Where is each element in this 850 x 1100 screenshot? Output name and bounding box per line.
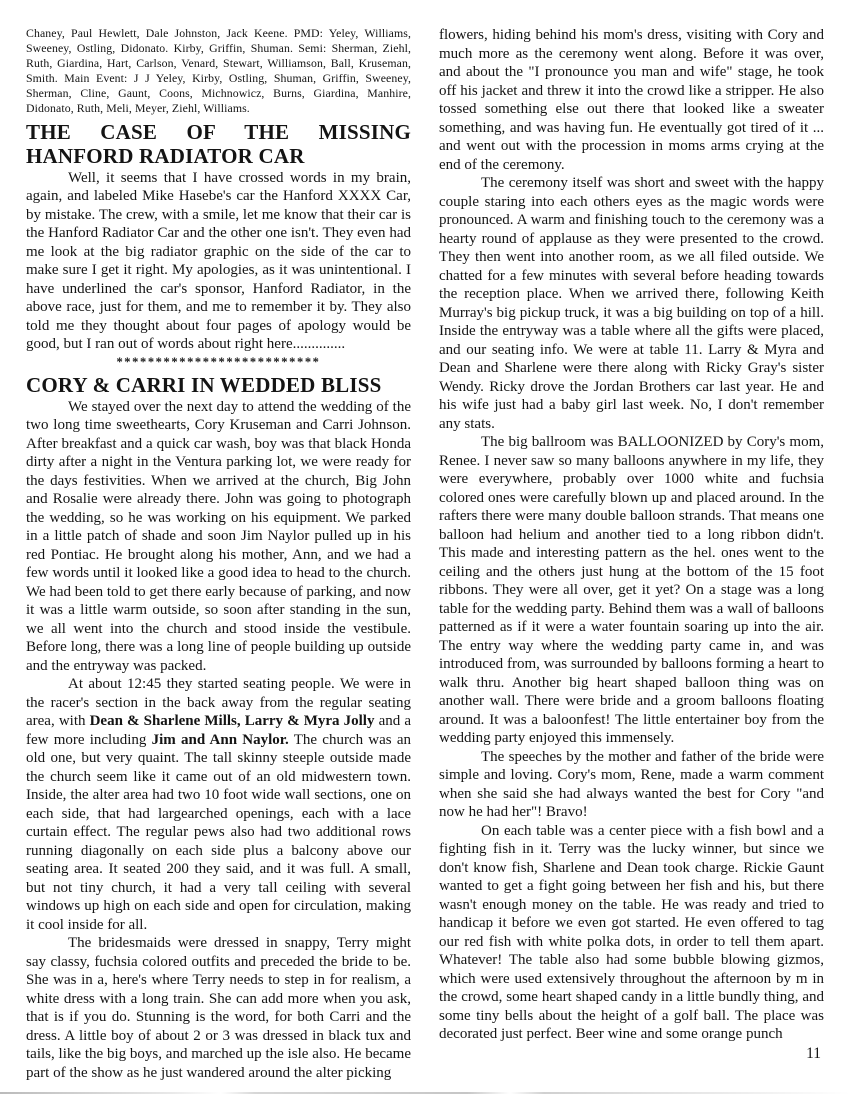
- scan-artifact-line: [0, 1092, 850, 1094]
- asterisk-separator: **************************: [116, 354, 321, 369]
- wedding-arrival-paragraph: We stayed over the next day to attend the wedding of the two long time sweethearts, Cory Kruseman and Carri Johnson. After breakfast and a quick car wash, boy was that black Honda dirty after a night in the Ventura parking lot, we were ready for the days festivities. When we arrived at the church, Big John and Rosalie were already there. John was going to photograph the wedding, so he was working on his equipment. We parked in a little patch of shade and soon Jim Naylor pulled up in his red Pontiac. He brought along his mother, Ann, and we had a few words until it looked like a good idea to head to the church. We had been told to get there early because of parking, and now it was a little warm outside, so soon after standing in the sun, we all went into the church and stood inside the vestibule. Before long, there was a long line of people building up outside and the entryway was packed.: [26, 398, 411, 674]
- speeches-paragraph: The speeches by the mother and father of the bride were simple and loving. Cory's mom, Rene, made a warm comment when she said she had always wanted the best for Cory "and now he had her"! Bravo!: [439, 748, 824, 820]
- ceremony-paragraph: The ceremony itself was short and sweet with the happy couple staring into each others eyes as the magic words were pronounced. A warm and finishing touch to the ceremony was a hearty round of applause as they were presented to the crowd. They then went into another room, as we all filed outside. We chatted for a few minutes with several before heading towards the reception place. When we arrived there, following Keith Murray's big pickup truck, it was a big building on top of a hill. Inside the entryway was a table where all the gifts were placed, and our seating info. We were at table 11. Larry & Myra and Dean and Sharlene were there along with Ricky Gray's sister Wendy. Ricky drove the Jordan Brothers car last year. He and his wife just had a baby girl last week. No, I don't remember any stats.: [439, 175, 824, 432]
- heading-missing-hanford-radiator-car: THE CASE OF THE MISSING HANFORD RADIATOR CAR: [26, 119, 411, 168]
- bold-names-mills-jolly: Dean & Sharlene Mills, Larry & Myra Jolly: [89, 713, 375, 730]
- seating-text-segment: The church was an old one, but very quaint. The tall skinny steeple outside made the church seem like it came out of an old midwestern town. Inside, the alter area had two 10 foot wide wall sections, one on each side, that had largearched openings, each with a lace curtain effect. The regular pews also had two additional rows running diagonally on each side plus a balcony above our seating area. It seated 200 they said, and it was full. A small, but not tiny church, it had a very tall ceiling with several windows up high on each side and open for circulation, making it cool inside for all.: [26, 731, 411, 933]
- seating-text-segment: and a few more including: [26, 713, 411, 748]
- two-column-layout: [26, 26, 824, 1082]
- seating-text-segment: At about 12:45 they started seating people. We were in the racer's section in the back away from the regular seating area, with: [26, 676, 411, 730]
- right-column: [439, 26, 824, 1082]
- balloonized-ballroom-paragraph: The big ballroom was BALLOONIZED by Cory's mom, Renee. I never saw so many balloons anywhere in my life, they were everywhere, probably over 1000 white and fuchsia colored ones were carefully blown up and placed around. In the rafters there were many double balloon strands. That means one balloon had helium and another tied to a long ribbon didn't. This made and interesting pattern as the hel. ones went to the ceiling and the others just hung at the bottom of the 15 foot ribbons. They were all over, get it yet? On a stage was a long table for the wedding party. Behind them was a wall of balloons patterned as if it were a water fountain soaring up into the air. The entry way where the wedding party came in, and was introduced from, was surrounded by balloons forming a heart to walk thru. Another big heart shaped balloon thing was on another wall. There were bride and a groom balloons floating around. It was a baloonfest! The little entertainer boy from the wedding party enjoyed this immensely.: [439, 434, 824, 746]
- flowers-continuation-paragraph: flowers, hiding behind his mom's dress, visiting with Cory and much more as the ceremony went along. Before it was over, and about the "I pronounce you man and wife" stage, he took off his jacket and threw it into the crowd like a stripper. He also tossed something else out there that looked like a sweater something, and was having fun. He eventually got tired of it ... and went out with the procession in moms arms crying at the end of the ceremony.: [439, 27, 824, 173]
- left-column: [26, 26, 411, 1082]
- fish-centerpiece-paragraph: On each table was a center piece with a fish bowl and a fighting fish in it. Terry was the lucky winner, but since we don't know fish, Sharlene and Dean took charge. Rickie Gaunt wanted to get a fight going between her fish and his, but there wasn't enough money on the table. He was ready and tried to handicap it before we even got started. He even offered to tag our red fish with white polka dots, in order to tell them apart. Whatever! The table also had some bubble blowing gizmos, which were used extensively throughout the afternoon by m in the crowd, some heart shaped candy in a little bundly thing, and some tiny bells about the height of a golf ball. The place was decorated just perfect. Beer wine and some orange punch: [439, 822, 824, 1042]
- hanford-apology-paragraph: Well, it seems that I have crossed words in my brain, again, and labeled Mike Hasebe's car the Hanford XXXX Car, by mistake. The crew, with a smile, let me know that their car is the Hanford Radiator Car and the other one isn't. They even had me look at the big radiator graphic on the side of the car to make sure I get it right. My apologies, as it was unintentional. I have underlined the car's sponsor, Hanford Radiator, in the above race, just for them, and me to remember it by. They also told me they thought about four pages of apology would be good, but I ran out of words about right here..............: [26, 169, 411, 353]
- page-number: 11: [806, 1045, 821, 1062]
- bridesmaids-paragraph: The bridesmaids were dressed in snappy, Terry might say classy, fuchsia colored outfits and preceded the bride to be. She was in a, here's where Terry needs to step in for realism, a white dress with a long train. She can add more when you ask, that is if you do. Stunning is the word, for both Carri and the dress. A little boy of about 2 or 3 was dressed in black tux and tails, like the big boys, and marched up the isle also. He became part of the show as he just wandered around the alter picking: [26, 935, 411, 1081]
- church-seating-paragraph: [26, 675, 411, 934]
- bold-names-naylor: Jim and Ann Naylor.: [151, 731, 289, 748]
- race-results-list: Chaney, Paul Hewlett, Dale Johnston, Jack Keene. PMD: Yeley, Williams, Sweeney, Ostling, Didonato. Kirby, Griffin, Shuman. Semi: Sherman, Ziehl, Ruth, Giardina, Hart, Carlson, Venard, Stewart, Williamson, Ball, Kruseman, Smith. Main Event: J J Yeley, Kirby, Ostling, Shuman, Griffin, Sweeney, Sherman, Cline, Gaunt, Coons, Michnowicz, Burns, Giardina, Manhire, Didonato, Ruth, Meli, Meyer, Ziehl, Williams.: [26, 26, 411, 116]
- heading-cory-carri-wedded-bliss: CORY & CARRI IN WEDDED BLISS: [26, 372, 382, 397]
